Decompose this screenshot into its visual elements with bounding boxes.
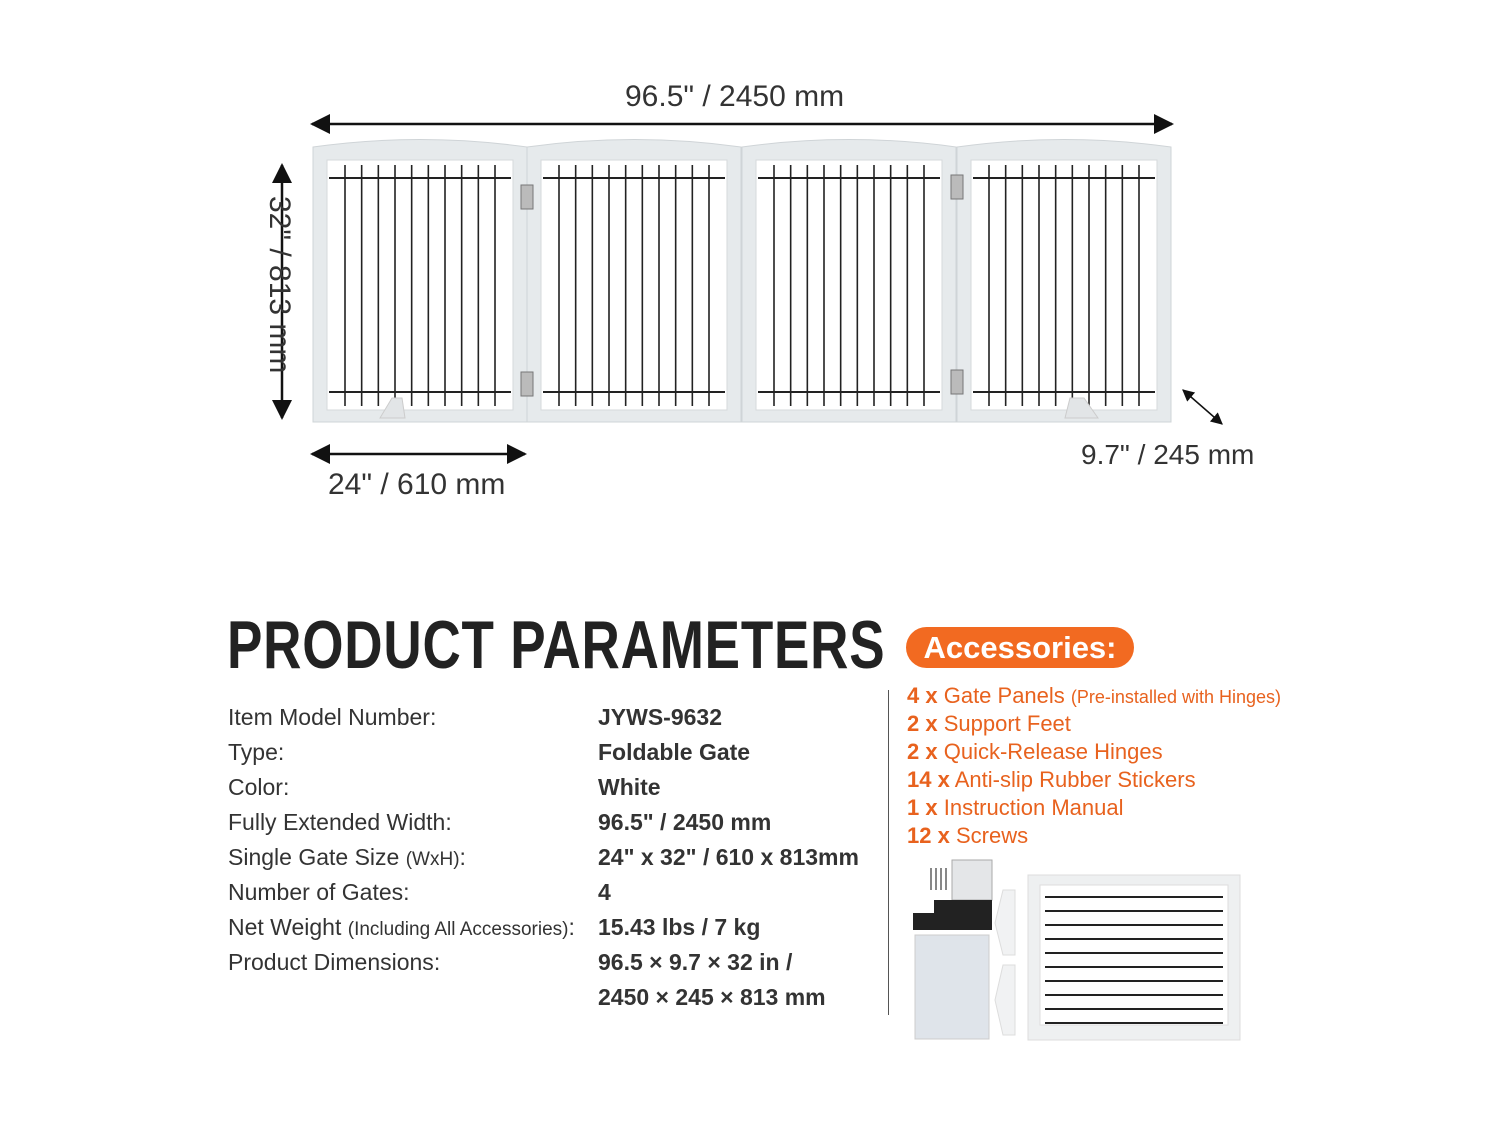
param-label: Product Dimensions: bbox=[228, 949, 441, 975]
param-label-text: Product Dimensions bbox=[228, 949, 434, 975]
param-value: Foldable Gate bbox=[598, 739, 751, 765]
accessory-qty: 4 x bbox=[907, 683, 938, 708]
param-value: 24" x 32" / 610 x 813mm bbox=[598, 844, 859, 870]
param-label: Item Model Number: bbox=[228, 704, 437, 730]
accessory-note: (Pre-installed with Hinges) bbox=[1070, 687, 1281, 707]
total-width-label: 96.5" / 2450 mm bbox=[625, 80, 845, 113]
panel-width-label: 24" / 610 mm bbox=[328, 468, 506, 501]
accessory-qty: 2 x bbox=[907, 711, 938, 736]
param-label: Single Gate Size (WxH): bbox=[228, 844, 466, 870]
hinge-icon bbox=[521, 372, 533, 396]
hinge-icon bbox=[951, 370, 963, 394]
depth-arrow bbox=[1183, 390, 1222, 424]
accessory-item bbox=[907, 795, 1123, 821]
param-value: JYWS-9632 bbox=[598, 704, 723, 730]
param-label: Color: bbox=[228, 774, 290, 800]
accessory-item bbox=[907, 739, 1163, 765]
param-note: (Including All Accessories) bbox=[347, 919, 569, 940]
param-label-text: Net Weight bbox=[228, 914, 342, 940]
param-label-text: Type bbox=[228, 739, 278, 765]
accessories-photo bbox=[905, 855, 1245, 1045]
accessory-item bbox=[907, 767, 1196, 793]
param-label-text: Color bbox=[228, 774, 283, 800]
param-value: 4 bbox=[598, 879, 611, 905]
accessory-name: Screws bbox=[955, 823, 1029, 848]
param-label-text: Item Model Number bbox=[228, 704, 430, 730]
param-label-text: Single Gate Size bbox=[228, 844, 400, 870]
param-value: 15.43 lbs / 7 kg bbox=[598, 914, 761, 940]
accessory-qty: 14 x bbox=[907, 767, 950, 792]
accessories-heading: Accessories: bbox=[906, 627, 1134, 668]
accessory-qty: 1 x bbox=[907, 795, 938, 820]
param-note: (WxH) bbox=[405, 849, 460, 870]
depth-label: 9.7" / 245 mm bbox=[1081, 439, 1255, 470]
page-title: PRODUCT PARAMETERS bbox=[227, 607, 886, 683]
accessory-qty: 12 x bbox=[907, 823, 950, 848]
param-value: 96.5" / 2450 mm bbox=[598, 809, 772, 835]
hinge-icon bbox=[521, 185, 533, 209]
accessory-name: Support Feet bbox=[943, 711, 1071, 736]
param-label: Type: bbox=[228, 739, 285, 765]
accessory-qty: 2 x bbox=[907, 739, 938, 764]
accessory-name: Gate Panels bbox=[943, 683, 1065, 708]
accessory-item bbox=[907, 823, 1028, 849]
param-value: White bbox=[598, 774, 661, 800]
param-value: 96.5 × 9.7 × 32 in / bbox=[598, 949, 793, 975]
accessory-item bbox=[907, 683, 1281, 709]
accessory-name: Instruction Manual bbox=[943, 795, 1124, 820]
param-label: Fully Extended Width: bbox=[228, 809, 452, 835]
param-label: Net Weight (Including All Accessories): bbox=[228, 914, 575, 940]
accessory-name: Anti-slip Rubber Stickers bbox=[954, 767, 1196, 792]
hinge-icon bbox=[951, 175, 963, 199]
accessory-item bbox=[907, 711, 1071, 737]
height-label: 32" / 813 mm bbox=[263, 196, 296, 374]
param-label-text: Fully Extended Width bbox=[228, 809, 446, 835]
divider bbox=[888, 690, 889, 1015]
accessory-name: Quick-Release Hinges bbox=[943, 739, 1163, 764]
param-value: 2450 × 245 × 813 mm bbox=[598, 984, 826, 1010]
param-label-text: Number of Gates bbox=[228, 879, 404, 905]
param-label: Number of Gates: bbox=[228, 879, 410, 905]
